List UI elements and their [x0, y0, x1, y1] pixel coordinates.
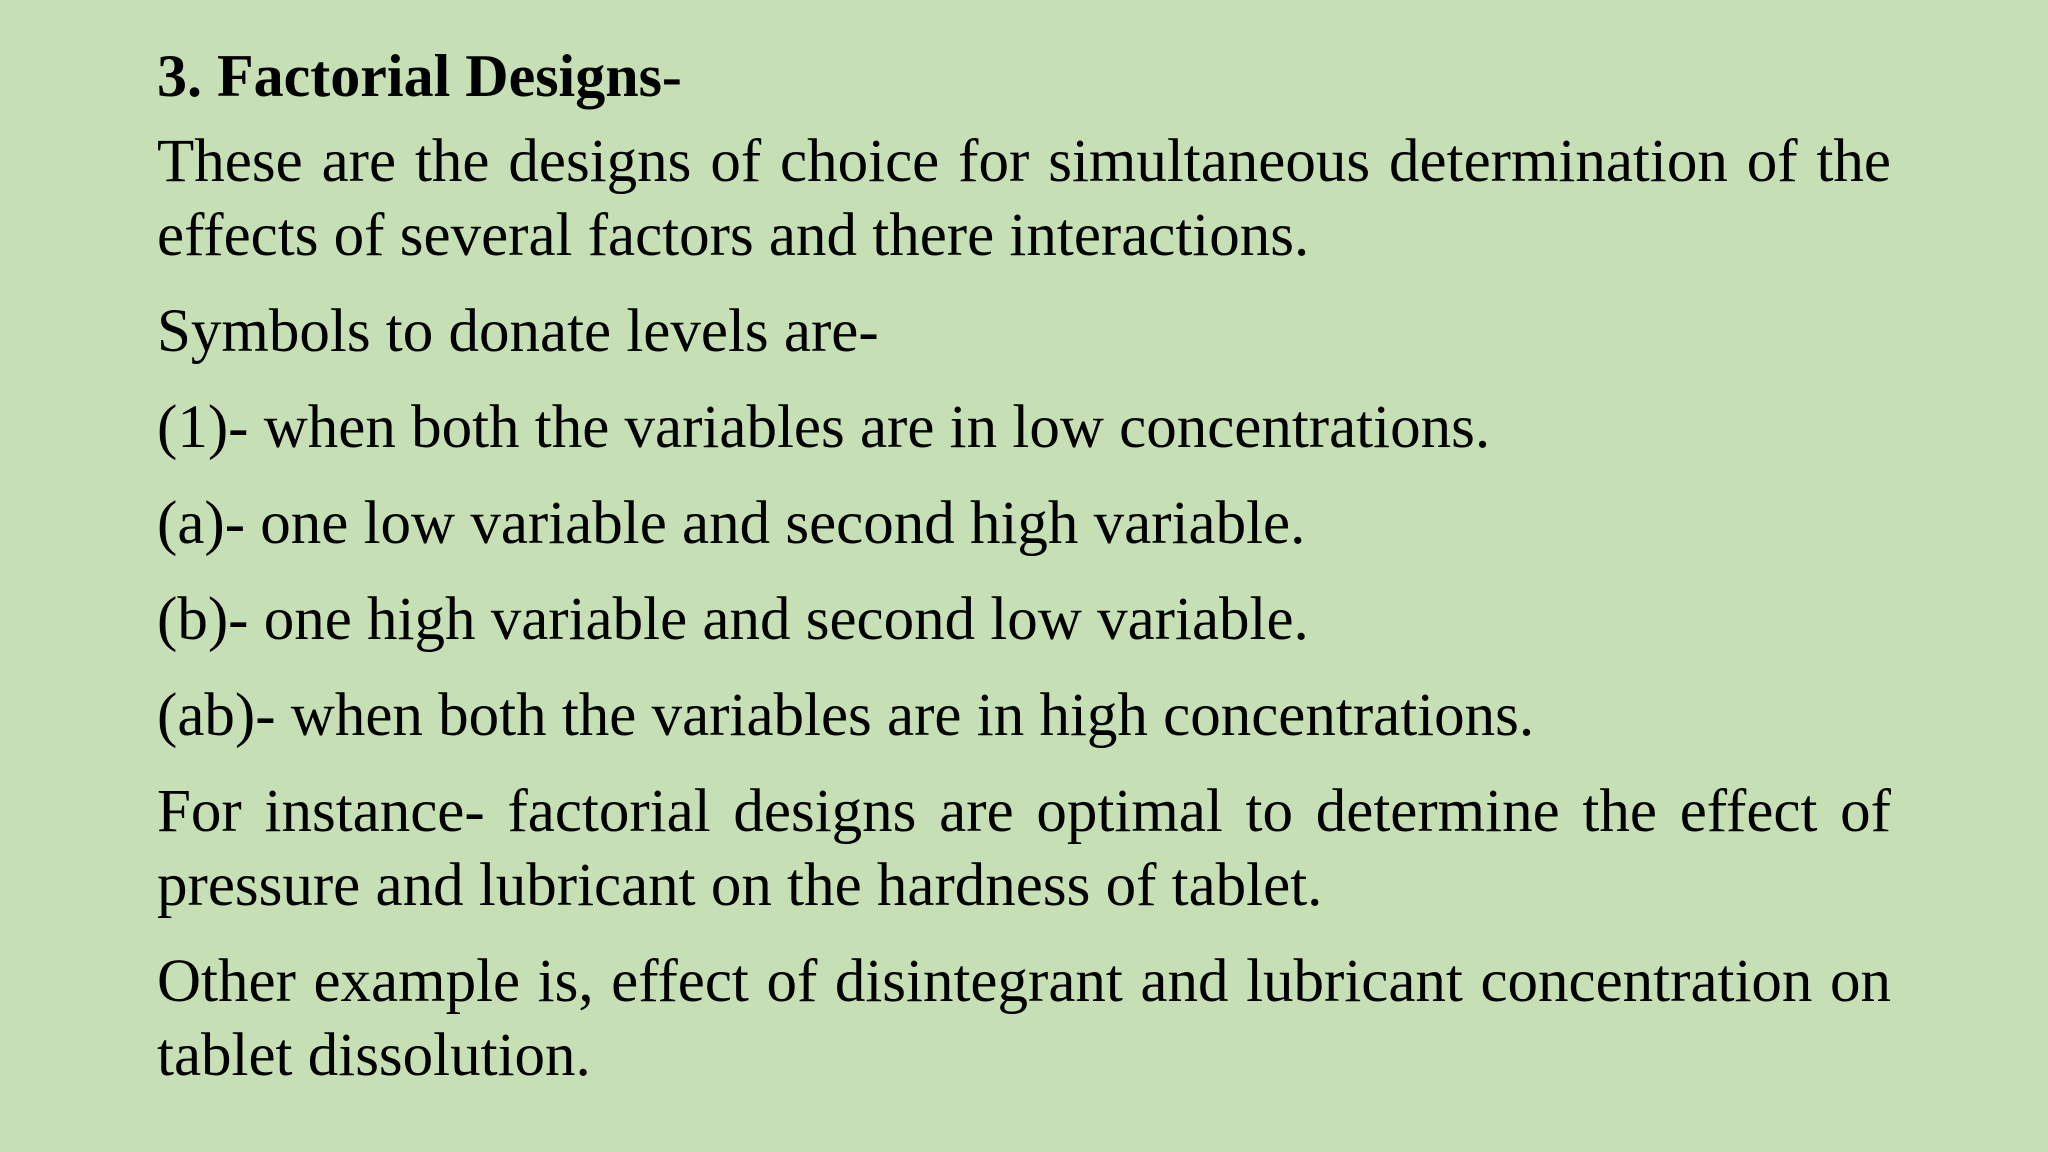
slide-content — [157, 42, 1891, 1115]
slide-title: 3. Factorial Designs- — [157, 43, 682, 109]
paragraph-instance: For instance- factorial designs are optimal to determine the effect of pressure and lubricant on the hardness of tablet. — [157, 778, 1891, 919]
symbol-item-a: (a)- one low variable and second high variable. — [157, 490, 1306, 557]
symbol-item-ab: (ab)- when both the variables are in high concentrations. — [157, 682, 1535, 749]
symbol-item-b: (b)- one high variable and second low variable. — [157, 586, 1309, 653]
paragraph-other-example: Other example is, effect of disintegrant and lubricant concentration on tablet dissolution. — [157, 948, 1891, 1089]
symbol-item-1: (1)- when both the variables are in low concentrations. — [157, 394, 1491, 461]
paragraph-symbols-heading: Symbols to donate levels are- — [157, 298, 879, 365]
paragraph-intro: These are the designs of choice for simultaneous determination of the effects of several factors and there interactions. — [157, 128, 1891, 269]
